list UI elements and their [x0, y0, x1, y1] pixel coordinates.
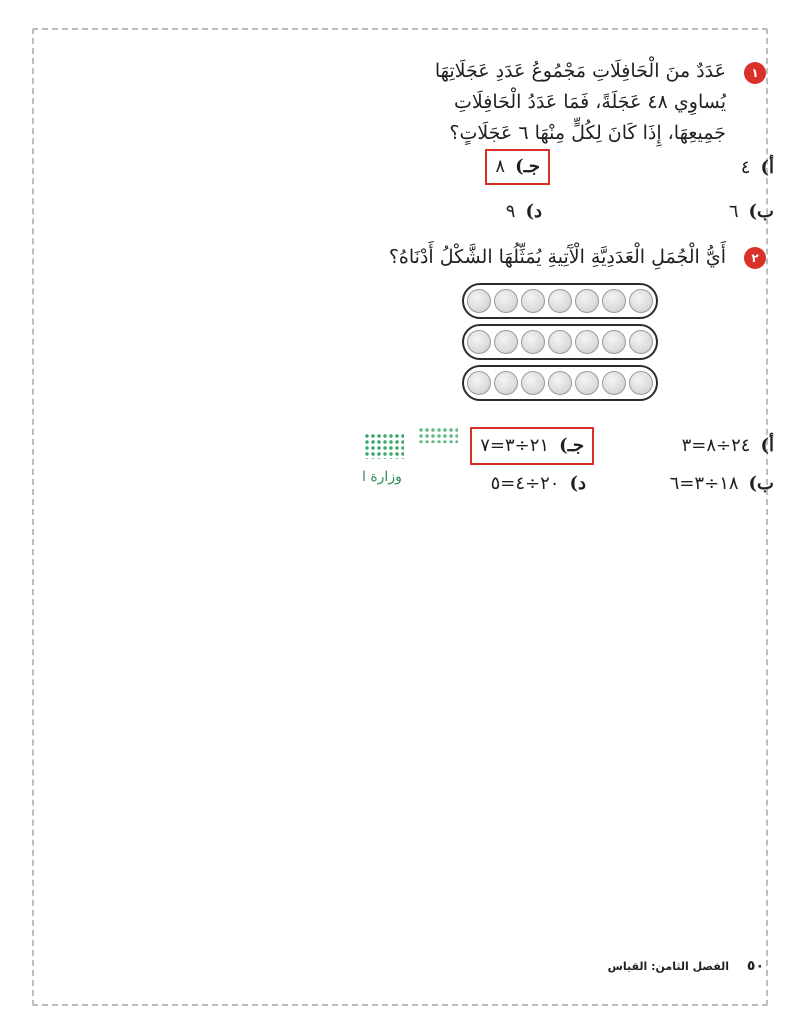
question-1-number: ١: [744, 62, 766, 84]
q2-choice-a-letter: أ): [760, 435, 774, 456]
counter-ball: [521, 330, 545, 354]
watermark-dots-icon: [364, 433, 404, 459]
question-1-choices: [362, 149, 774, 239]
counter-ball: [548, 371, 572, 395]
counter-ball: [494, 289, 518, 313]
counter-ball: [494, 330, 518, 354]
q1-choice-a-letter: أ): [760, 157, 774, 178]
group-3: [462, 365, 658, 401]
counter-ball: [602, 371, 626, 395]
q2-choice-d-letter: د): [569, 473, 586, 494]
counter-ball: [521, 289, 545, 313]
q2-choice-c-correct[interactable]: [470, 427, 594, 465]
q1-choice-c-letter: جـ): [515, 156, 540, 177]
chapter-title: الفصل الثامن: القياس: [607, 960, 730, 973]
counter-ball: [629, 330, 653, 354]
page-footer: [608, 958, 764, 974]
question-2: [362, 239, 774, 279]
q1-choice-c-correct[interactable]: [485, 149, 550, 185]
grouping-figure: [462, 283, 662, 407]
counter-ball: [575, 371, 599, 395]
counter-ball: [467, 330, 491, 354]
q1-choice-d[interactable]: [506, 195, 542, 229]
q1-choice-b[interactable]: [729, 195, 774, 229]
question-1-line-1: عَدَدٌ منَ الْحَافِلَاتِ مَجْمُوعُ عَدَدِ عَجَلَاتِهَا: [434, 60, 726, 82]
q2-choice-c-letter: جـ): [559, 435, 584, 456]
counter-ball: [548, 330, 572, 354]
q1-choice-d-letter: د): [525, 201, 542, 222]
q1-choice-b-letter: ب): [748, 201, 774, 222]
q2-choice-d-value: ٢٠÷٤=٥: [490, 473, 560, 494]
q2-choice-b-letter: ب): [748, 473, 774, 494]
question-2-number: ٢: [744, 247, 766, 269]
counter-ball: [575, 330, 599, 354]
question-1: [362, 56, 774, 149]
counter-ball: [602, 330, 626, 354]
counter-ball: [494, 371, 518, 395]
group-2: [462, 324, 658, 360]
q2-choice-c-value: ٢١÷٣=٧: [480, 435, 550, 456]
question-1-line-3: جَمِيعِهَا، إِذَا كَانَ لِكُلٍّ مِنْهَا ٦ عَجَلَاتٍ؟: [449, 122, 726, 144]
page-content: [362, 56, 774, 509]
watermark-dots-overlay-icon: [418, 427, 458, 443]
q1-choice-b-value: ٦: [728, 201, 739, 222]
question-1-line-2: يُساوِي ٤٨ عَجَلَةً، فَمَا عَدَدُ الْحَافِلَاتِ: [454, 91, 726, 113]
group-1: [462, 283, 658, 319]
counter-ball: [548, 289, 572, 313]
counter-ball: [629, 371, 653, 395]
q1-choice-a-value: ٤: [740, 157, 751, 178]
counter-ball: [467, 289, 491, 313]
q1-choice-a[interactable]: [741, 151, 774, 185]
counter-ball: [602, 289, 626, 313]
q2-choice-b[interactable]: [670, 467, 774, 501]
question-2-choices: [362, 429, 774, 509]
ministry-watermark: وزارة ا: [362, 469, 402, 485]
counter-ball: [575, 289, 599, 313]
q2-choice-d[interactable]: [491, 467, 586, 501]
page-number: ٥٠: [746, 958, 764, 974]
counter-ball: [521, 371, 545, 395]
counter-ball: [467, 371, 491, 395]
q2-choice-a[interactable]: [682, 429, 774, 463]
q2-choice-a-value: ٢٤÷٨=٣: [681, 435, 751, 456]
q1-choice-d-value: ٩: [505, 201, 516, 222]
question-2-text: أَيُّ الْجُمَلِ الْعَدَدِيَّةِ الْآَتِيةِ يُمَثِّلُهَا الشَّكْلُ أَدْنَاهُ؟: [388, 246, 726, 268]
counter-ball: [629, 289, 653, 313]
q2-choice-b-value: ١٨÷٣=٦: [669, 473, 739, 494]
q1-choice-c-value: ٨: [495, 156, 506, 177]
